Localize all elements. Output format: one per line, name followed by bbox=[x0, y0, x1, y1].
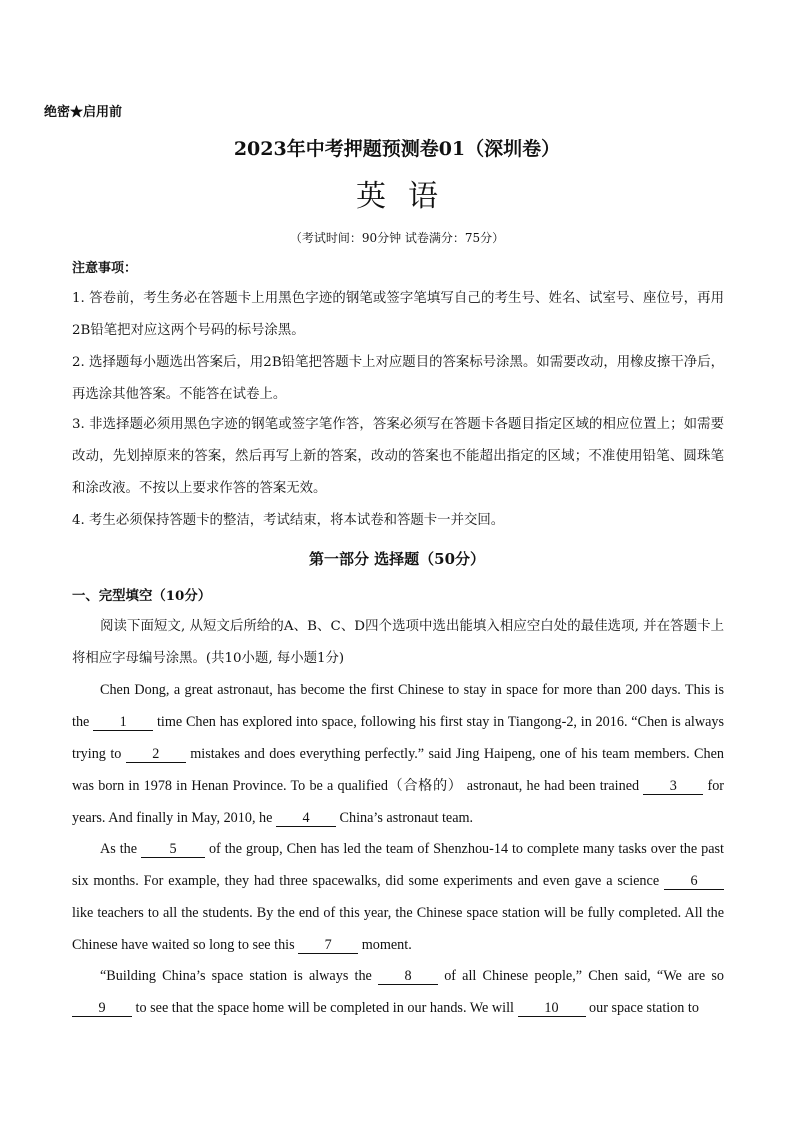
notice-item-2: 2. 选择题每小题选出答案后，用2B铅笔把答题卡上对应题目的答案标号涂黑。如需要改动，用橡皮擦干净后，再选涂其他答案。不能答在试卷上。 bbox=[72, 355, 724, 402]
blank-4[interactable]: 4 bbox=[276, 810, 336, 827]
passage-text: for years. And finally in May, 2010, he bbox=[72, 778, 725, 826]
blank-6[interactable]: 6 bbox=[664, 873, 724, 890]
passage-text: time Chen has explored into space, following his first stay in Tiangong-2, in 2016. “Chen is always trying to bbox=[72, 714, 724, 762]
blank-3[interactable]: 3 bbox=[643, 778, 703, 795]
passage-text: of all Chinese people,” Chen said, “We are so bbox=[444, 968, 725, 984]
notice-item-4: 4. 考生必须保持答题卡的整洁，考试结束，将本试卷和答题卡一并交回。 bbox=[72, 513, 505, 528]
passage-text: “Building China’s space station is always the bbox=[100, 968, 372, 984]
passage-paragraph-3 bbox=[72, 960, 724, 1024]
blank-1[interactable]: 1 bbox=[93, 714, 153, 731]
confidential-label: 绝密★启用前 bbox=[44, 105, 123, 120]
notice-heading: 注意事项： bbox=[72, 261, 138, 276]
passage-paragraph-1 bbox=[72, 674, 724, 834]
blank-8[interactable]: 8 bbox=[378, 968, 438, 985]
subject-title: 英语 bbox=[356, 179, 460, 214]
passage-text: moment. bbox=[361, 937, 412, 953]
cloze-instructions bbox=[72, 611, 724, 675]
passage-text: to see that the space home will be completed in our hands. We will bbox=[135, 1000, 514, 1016]
passage-paragraph-2 bbox=[72, 833, 724, 961]
exam-time-info: （考试时间：90分钟 试卷满分：75分） bbox=[289, 231, 505, 245]
passage-text: our space station to bbox=[589, 1000, 699, 1016]
blank-2[interactable]: 2 bbox=[126, 746, 186, 763]
part-one-title: 第一部分 选择题（50分） bbox=[308, 550, 486, 568]
passage-text: of the group, Chen has led the team of Shenzhou-14 to complete many tasks over the past six months. For example, they had three spacewalks, did some experiments and even gave a science bbox=[72, 841, 724, 889]
cloze-section-heading: 一、完型填空（10分） bbox=[72, 588, 212, 604]
passage-text: China’s astronaut team. bbox=[339, 810, 474, 826]
blank-5[interactable]: 5 bbox=[141, 841, 205, 858]
passage-text: mistakes and does everything perfectly.” said Jing Haipeng, one of his team members. Chen was born in 1978 in Henan Province. To be a qualified（合格的） astronaut, he had been trained bbox=[72, 746, 724, 794]
passage-text: Chen Dong, a great astronaut, has become the first Chinese to stay in space for more than 200 days. This is the bbox=[72, 682, 724, 730]
instructions-text: 阅读下面短文, 从短文后所给的A、B、C、D四个选项中选出能填入相应空白处的最佳选项, 并在答题卡上将相应字母编号涂黑。(共10小题, 每小题1分) bbox=[72, 619, 724, 666]
blank-9[interactable]: 9 bbox=[72, 1000, 132, 1017]
passage-text: As the bbox=[100, 841, 138, 857]
notice-item-3: 3. 非选择题必须用黑色字迹的钢笔或签字笔作答，答案必须写在答题卡各题目指定区域的相应位置上；如需要改动，先划掉原来的答案，然后再写上新的答案，改动的答案也不能超出指定的区域；不准使用铅笔、圆珠笔和涂改液。不按以上要求作答的答案无效。 bbox=[72, 417, 724, 496]
blank-10[interactable]: 10 bbox=[518, 1000, 586, 1017]
exam-title: 2023年中考押题预测卷01（深圳卷） bbox=[233, 138, 561, 160]
passage-text: like teachers to all the students. By the end of this year, the Chinese space station will be fully completed. All the Chinese have waited so long to see this bbox=[72, 905, 724, 953]
notice-item-1: 1. 答卷前，考生务必在答题卡上用黑色字迹的钢笔或签字笔填写自己的考生号、姓名、试室号、座位号，再用2B铅笔把对应这两个号码的标号涂黑。 bbox=[72, 291, 724, 338]
blank-7[interactable]: 7 bbox=[298, 937, 358, 954]
